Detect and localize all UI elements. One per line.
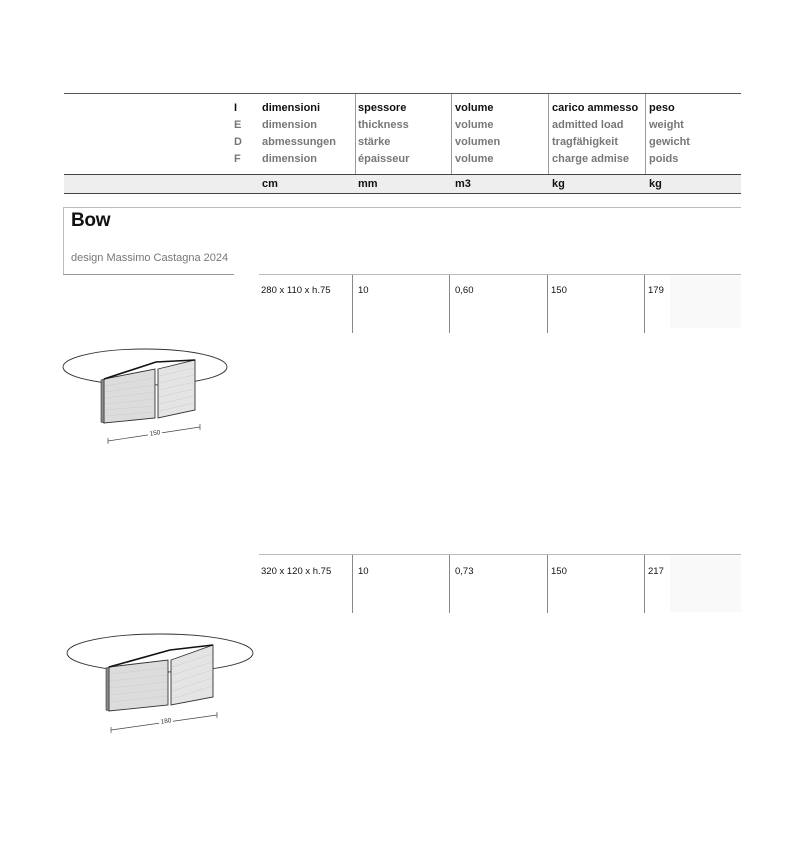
cell-divider	[352, 275, 353, 333]
column-label: abmessungen	[262, 136, 336, 148]
language-code: E	[234, 119, 242, 131]
row-shade	[670, 556, 741, 612]
dimension-label: 180	[160, 717, 172, 726]
row-top-rule	[259, 274, 741, 275]
cell-weight: 179	[648, 285, 664, 296]
column-label: charge admise	[552, 153, 630, 165]
column-label: poids	[649, 153, 679, 165]
base-panel-right	[171, 645, 213, 705]
column-header-volume	[455, 100, 555, 168]
column-label: spessore	[358, 102, 407, 114]
language-code: F	[234, 153, 241, 165]
product-title: Bow	[71, 210, 111, 231]
column-label: tragfähigkeit	[552, 136, 619, 148]
column-divider	[645, 94, 646, 174]
column-header-weight	[649, 100, 749, 168]
cell-volume: 0,73	[455, 566, 474, 577]
cell-divider	[547, 275, 548, 333]
column-divider	[548, 94, 549, 174]
unit-label: cm	[262, 178, 278, 190]
column-label: dimensioni	[262, 102, 321, 114]
column-header-thickness	[358, 100, 458, 168]
dimension-label: 150	[149, 429, 161, 438]
cell-thickness: 10	[358, 566, 369, 577]
cell-volume: 0,60	[455, 285, 474, 296]
unit-label: kg	[552, 178, 565, 190]
column-label: admitted load	[552, 119, 624, 131]
column-label: thickness	[358, 119, 409, 131]
cell-load: 150	[551, 285, 567, 296]
title-box-top	[63, 207, 741, 208]
column-divider	[451, 94, 452, 174]
base-panel-left	[109, 660, 168, 711]
column-label: dimension	[262, 153, 318, 165]
cell-thickness: 10	[358, 285, 369, 296]
column-label: volume	[455, 119, 494, 131]
cell-dimensions: 280 x 110 x h.75	[261, 285, 331, 296]
language-code: D	[234, 136, 242, 148]
column-header-load	[552, 100, 652, 168]
column-label: stärke	[358, 136, 391, 148]
cell-divider	[547, 555, 548, 613]
column-label: carico ammesso	[552, 102, 639, 114]
table-drawing	[60, 625, 260, 740]
cell-divider	[352, 555, 353, 613]
column-label: volume	[455, 102, 494, 114]
column-label: peso	[649, 102, 675, 114]
product-designer: design Massimo Castagna 2024	[71, 252, 229, 264]
column-label: épaisseur	[358, 153, 410, 165]
unit-label: kg	[649, 178, 662, 190]
cell-divider	[449, 275, 450, 333]
row-shade	[670, 276, 741, 328]
units-band	[64, 174, 741, 194]
language-code: I	[234, 102, 238, 114]
cell-divider	[644, 555, 645, 613]
column-label: weight	[649, 119, 684, 131]
cell-divider	[449, 555, 450, 613]
column-label: volume	[455, 153, 494, 165]
cell-weight: 217	[648, 566, 664, 577]
column-label: dimension	[262, 119, 318, 131]
unit-label: m3	[455, 178, 471, 190]
column-header-dimensions	[262, 100, 362, 168]
cell-dimensions: 320 x 120 x h.75	[261, 566, 332, 577]
column-divider	[355, 94, 356, 174]
unit-label: mm	[358, 178, 378, 190]
column-label: volumen	[455, 136, 501, 148]
row-top-rule	[259, 554, 741, 555]
title-box-left	[63, 207, 64, 274]
header-top-rule	[64, 93, 741, 94]
column-label: gewicht	[649, 136, 690, 148]
cell-load: 150	[551, 566, 567, 577]
cell-divider	[644, 275, 645, 333]
title-box-bottom	[63, 274, 234, 275]
table-drawing	[60, 340, 240, 450]
